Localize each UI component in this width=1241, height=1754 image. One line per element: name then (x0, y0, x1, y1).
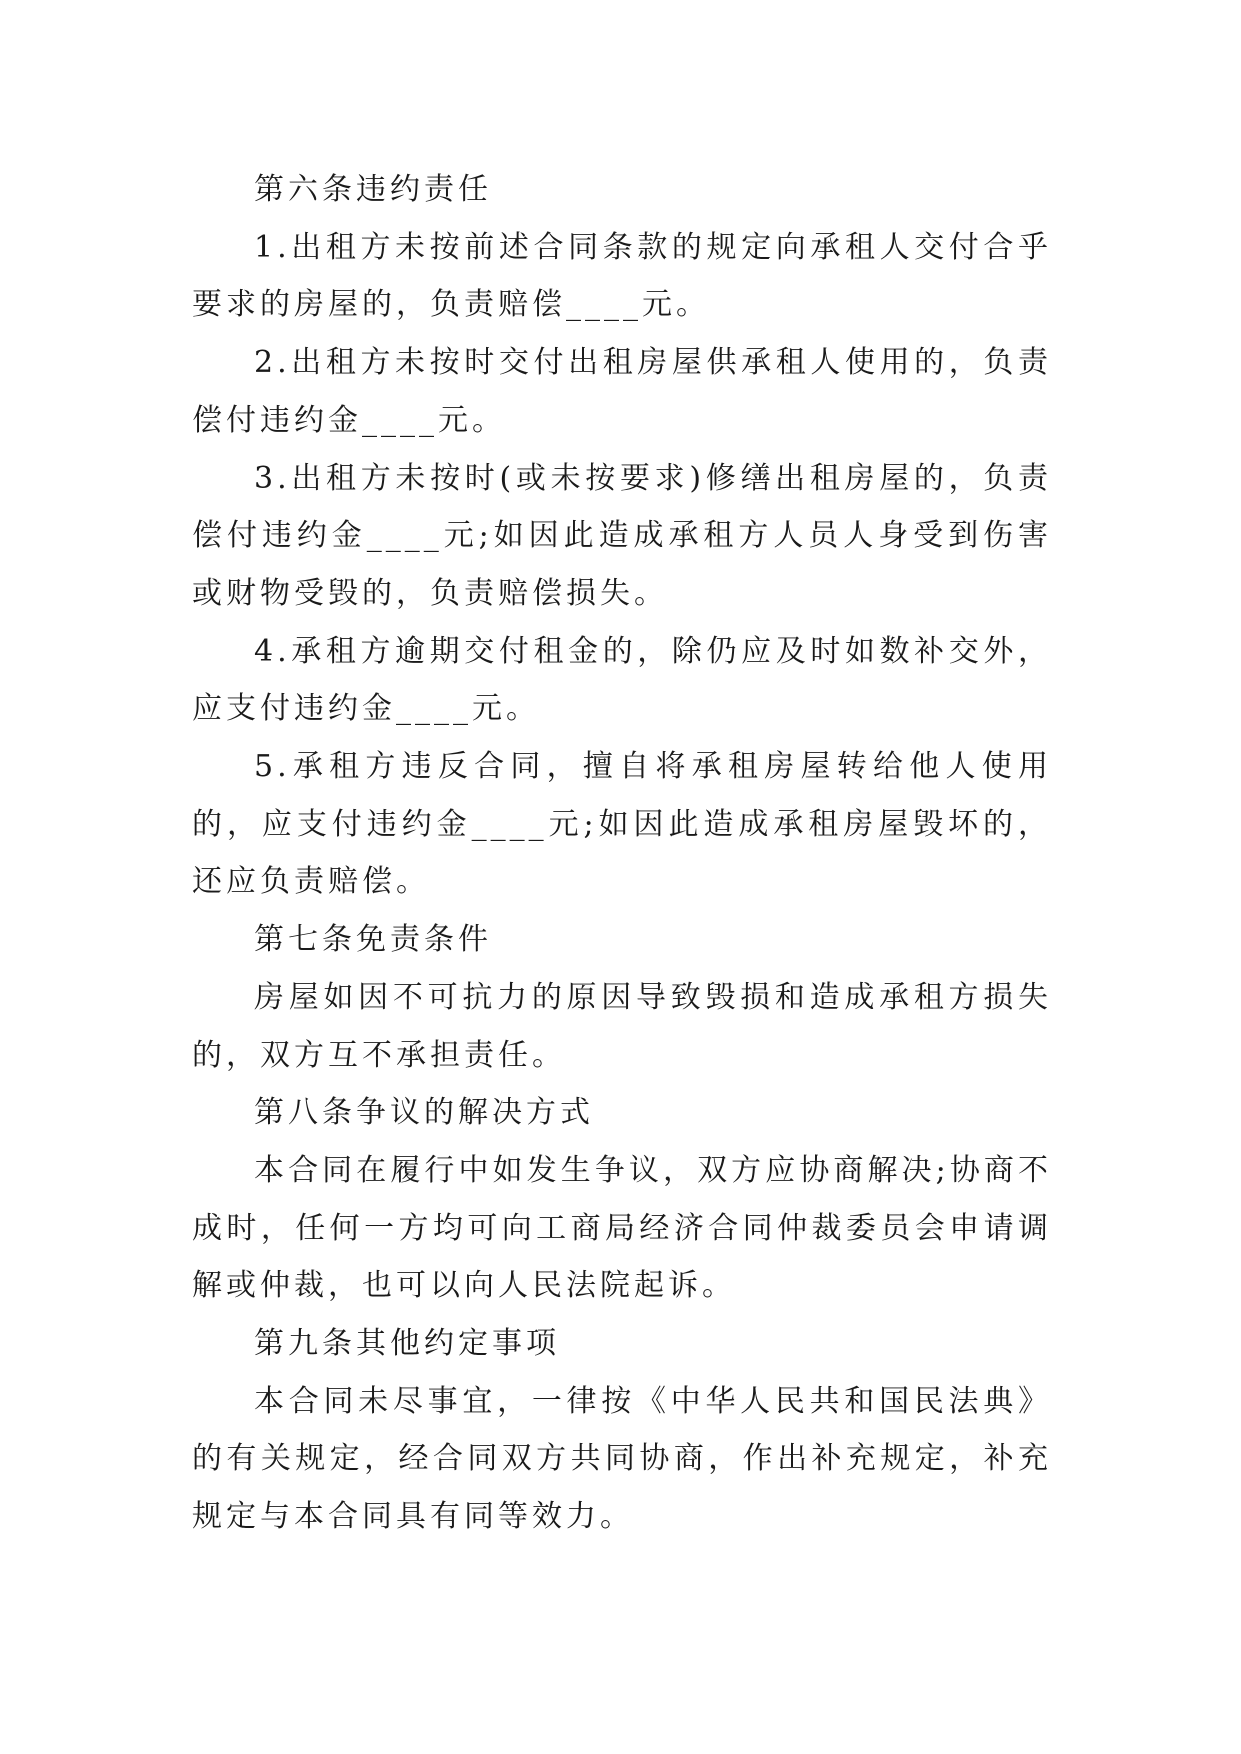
document-body (192, 161, 1052, 1546)
article-6-clause-1: 1.出租方未按前述合同条款的规定向承租人交付合乎要求的房屋的，负责赔偿____元。 (192, 229, 1052, 323)
article-9-heading: 第九条其他约定事项 (254, 1326, 560, 1362)
article-7-body: 房屋如因不可抗力的原因导致毁损和造成承租方损失的，双方互不承担责任。 (192, 979, 1052, 1073)
article-6-clause-4: 4.承租方逾期交付租金的，除仍应及时如数补交外，应支付违约金____元。 (192, 633, 1052, 727)
article-9-body: 本合同未尽事宜，一律按《中华人民共和国民法典》的有关规定，经合同双方共同协商，作出补充规定，补充规定与本合同具有同等效力。 (192, 1383, 1052, 1535)
article-6-heading: 第六条违约责任 (254, 172, 492, 207)
article-8-body: 本合同在履行中如发生争议，双方应协商解决;协商不成时，任何一方均可向工商局经济合同仲裁委员会申请调解或仲裁，也可以向人民法院起诉。 (192, 1152, 1052, 1304)
article-7-heading: 第七条免责条件 (254, 922, 492, 958)
article-6-clause-3: 3.出租方未按时(或未按要求)修缮出租房屋的，负责偿付违约金____元;如因此造成承租方人员人身受到伤害或财物受毁的，负责赔偿损失。 (192, 460, 1052, 611)
article-6-clause-5: 5.承租方违反合同，擅自将承租房屋转给他人使用的，应支付违约金____元;如因此造成承租房屋毁坏的，还应负责赔偿。 (192, 749, 1052, 900)
article-8-heading: 第八条争议的解决方式 (254, 1095, 594, 1131)
article-6-clause-2: 2.出租方未按时交付出租房屋供承租人使用的，负责偿付违约金____元。 (192, 345, 1052, 438)
